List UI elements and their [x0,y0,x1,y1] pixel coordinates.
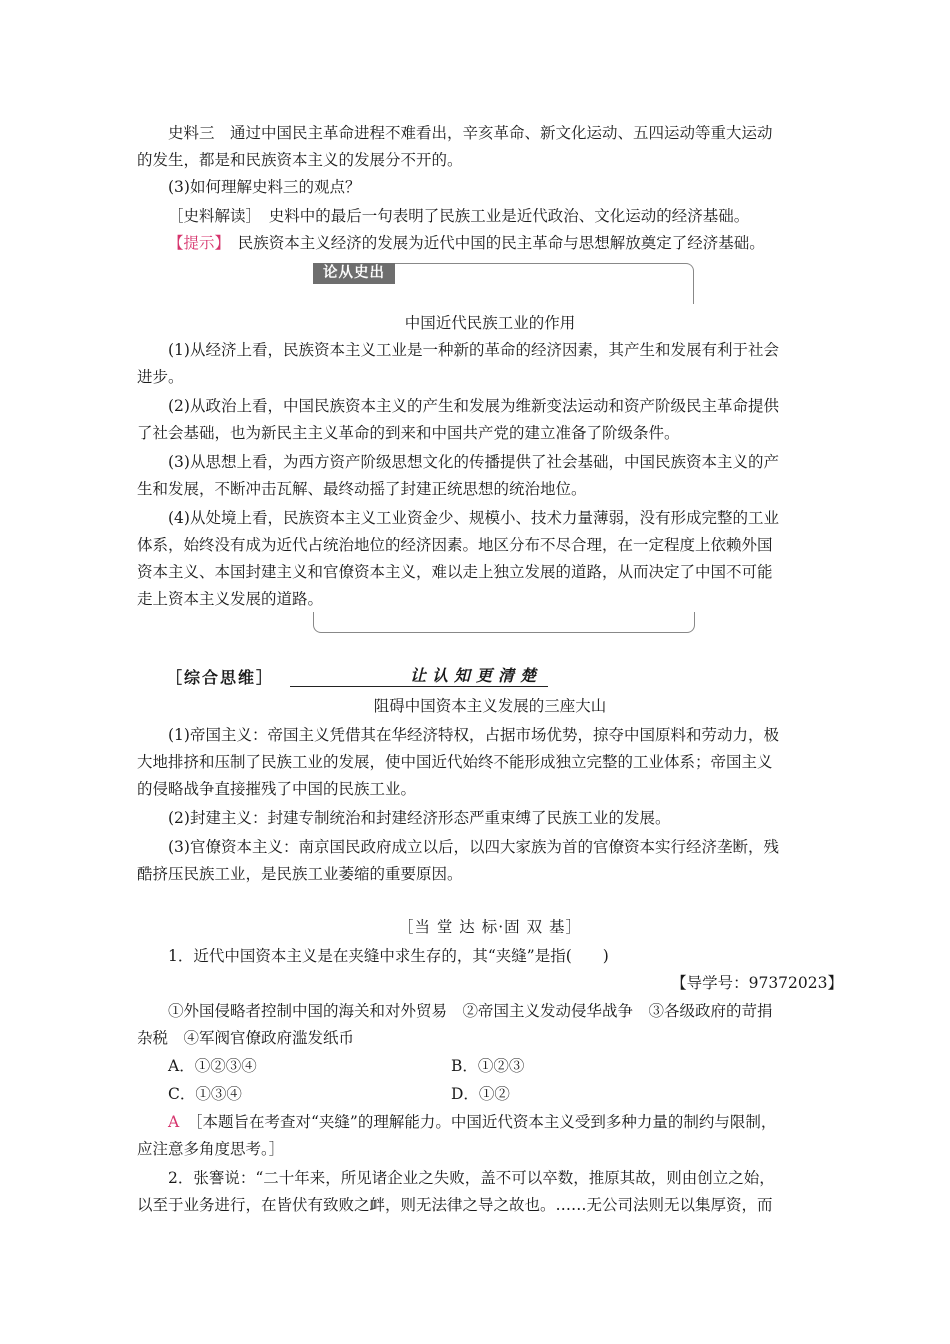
zonghe-tagline: 让认知更清楚 [410,666,543,685]
q1-stem: 1．近代中国资本主义是在夹缝中求生存的，其“夹缝”是指( ) [168,947,609,965]
q1-option-c: C．①③④ [168,1085,242,1103]
lun-item3-line2: 生和发展，不断冲击瓦解、最终动摇了封建正统思想的统治地位。 [137,480,587,498]
hint-text: 民族资本主义经济的发展为近代中国的民主革命与思想解放奠定了经济基础。 [222,234,765,252]
lun-box-bottom-frame [313,612,695,633]
lun-title: 中国近代民族工业的作用 [404,314,576,332]
zonghe-item1-line1: (1)帝国主义：帝国主义凭借其在华经济特权，占据市场优势，掠夺中国原料和劳动力，极 [168,726,779,744]
q1-material-line2: 杂税 ④军阀官僚政府滥发纸币 [137,1029,355,1047]
zonghe-item1-line3: 的侵略战争直接摧残了中国的民族工业。 [137,780,417,798]
material3-question: (3)如何理解史料三的观点？ [168,178,361,196]
q1-material-line1: ①外国侵略者控制中国的海关和对外贸易 ②帝国主义发动侵华战争 ③各级政府的苛捐 [168,1002,773,1020]
q1-guide-number: 【导学号：97372023】 [671,974,843,992]
zonghe-item1-line2: 大地排挤和压制了民族工业的发展，使中国近代始终不能形成独立完整的工业体系；帝国主义 [137,753,773,771]
lun-item2-line2: 了社会基础，也为新民主主义革命的到来和中国共产党的建立准备了阶级条件。 [137,424,680,442]
lun-item1-line2: 进步。 [137,368,184,386]
zonghe-item3-line2: 酷挤压民族工业，是民族工业萎缩的重要原因。 [137,865,463,883]
q1-option-b: B．①②③ [451,1057,525,1075]
zonghe-title: 阻碍中国资本主义发展的三座大山 [373,697,607,715]
q2-line2: 以至于业务进行，在皆伏有致败之衅，则无法律之导之故也。……无公司法则无以集厚资，而 [137,1196,773,1214]
material3-line1: 史料三 通过中国民主革命进程不难看出，辛亥革命、新文化运动、五四运动等重大运动 [168,124,773,142]
q1-option-d: D．①② [451,1085,510,1103]
material3-interpretation: ［史料解读］ 史料中的最后一句表明了民族工业是近代政治、文化运动的经济基础。 [168,207,750,225]
lun-item4-line4: 走上资本主义发展的道路。 [137,590,324,608]
q1-explanation-line2: 应注意多角度思考。］ [137,1140,285,1158]
q2-line1: 2．张謇说：“二十年来，所见诸企业之失败，盖不可以卒数，推原其故，则由创立之始， [168,1169,775,1187]
practice-heading: ［当 堂 达 标·固 双 基］ [397,918,583,936]
zonghe-item3-line1: (3)官僚资本主义：南京国民政府成立以后，以四大家族为首的官僚资本实行经济垄断，残 [168,838,779,856]
lun-item3-line1: (3)从思想上看，为西方资产阶级思想文化的传播提供了社会基础，中国民族资本主义的产 [168,453,779,471]
lun-item1-line1: (1)从经济上看，民族资本主义工业是一种新的革命的经济因素，其产生和发展有利于社会 [168,341,779,359]
q1-option-a: A．①②③④ [168,1057,257,1075]
lun-item4-line1: (4)从处境上看，民族资本主义工业资金少、规模小、技术力量薄弱，没有形成完整的工业 [168,509,779,527]
q1-answer: A [168,1113,180,1131]
lun-item4-line3: 资本主义、本国封建主义和官僚资本主义，难以走上独立发展的道路，从而决定了中国不可能 [137,563,773,581]
lun-tag: 论从史出 [313,263,395,284]
lun-item2-line1: (2)从政治上看，中国民族资本主义的产生和发展为维新变法运动和资产阶级民主革命提供 [168,397,779,415]
q1-explanation-text: ［本题旨在考查对“夹缝”的理解能力。中国近代资本主义受到多种力量的制约与限制， [194,1113,777,1131]
zonghe-item2-line1: (2)封建主义：封建专制统治和封建经济形态严重束缚了民族工业的发展。 [168,809,671,827]
material3-line2: 的发生，都是和民族资本主义的发展分不开的。 [137,151,463,169]
q1-explanation-line1 [137,1109,843,1136]
hint-label: 【提示】 [168,234,223,252]
lun-item4-line2: 体系，始终没有成为近代占统治地位的经济因素。地区分布不尽合理，在一定程度上依赖外国 [137,536,773,554]
material3-hint [137,230,843,257]
zonghe-tag: ［综合思维］ [166,668,275,687]
